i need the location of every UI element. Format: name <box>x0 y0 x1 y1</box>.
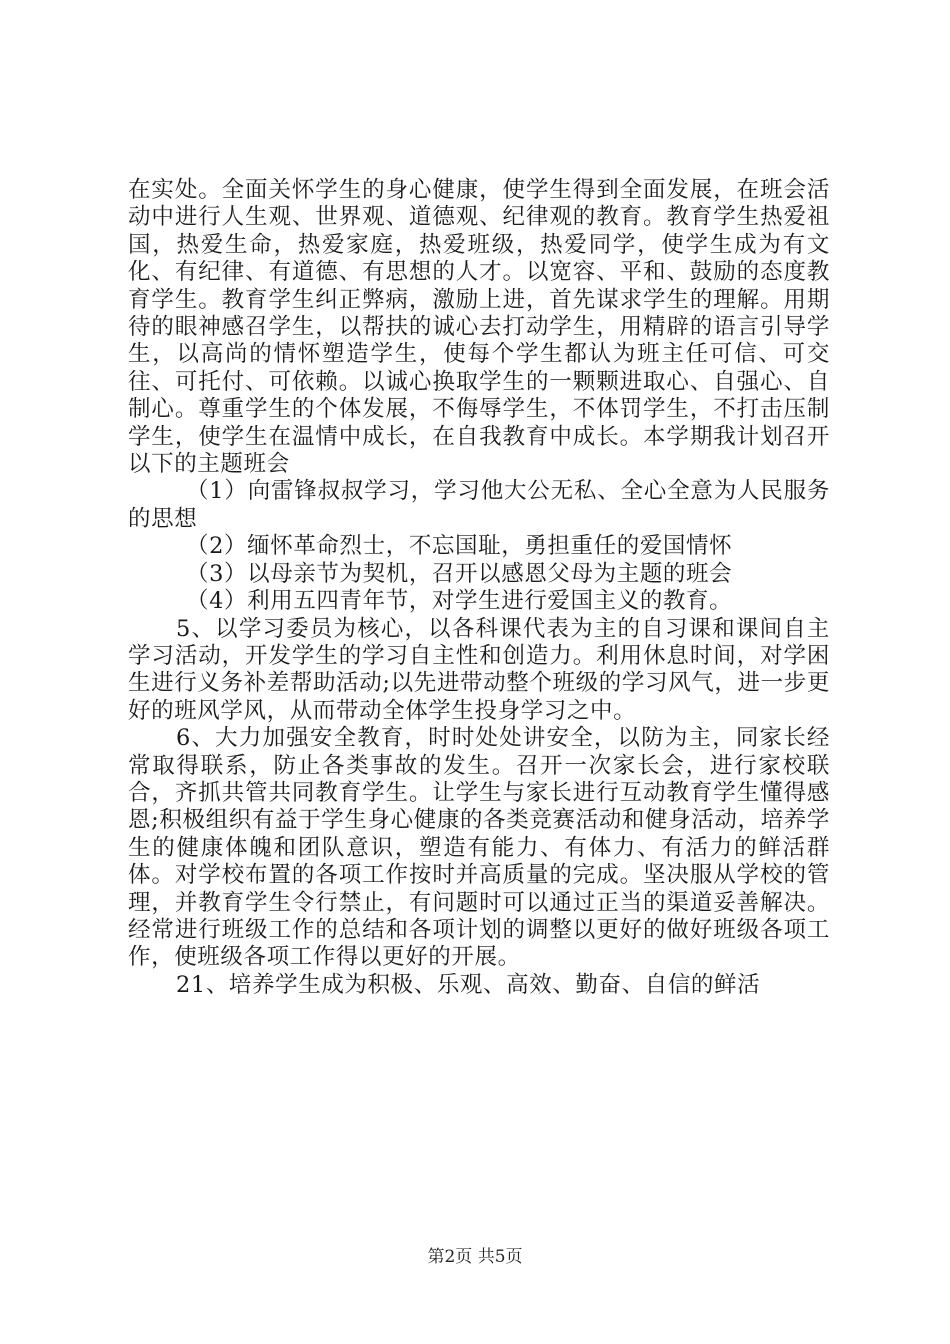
paragraph-meeting-item-1: （1）向雷锋叔叔学习，学习他大公无私、全心全意为人民服务的思想 <box>128 478 830 532</box>
paragraph-meeting-item-3: （3）以母亲节为契机，召开以感恩父母为主题的班会 <box>186 560 733 587</box>
page-number-footer: 第2页 共5页 <box>427 1247 523 1267</box>
paragraph-item-6: 6、大力加强安全教育，时时处处讲安全，以防为主，同家长经常取得联系，防止各类事故的发生。召开一次家长会，进行家校联合，齐抓共管共同教育学生。让学生与家长进行互动教育学生懂得感恩;积极组织有益于学生身心健康的各类竞赛活动和健身活动，培养学生的健康体魄和团队意识，塑造有能力、有体力、有活力的鲜活群体。对学校布置的各项工作按时并高质量的完成。坚决服从学校的管理，并教育学生令行禁止，有问题时可以通过正当的渠道妥善解决。经常进行班级工作的总结和各项计划的调整以更好的做好班级各项工作，使班级各项工作得以更好的开展。 <box>128 725 830 971</box>
paragraph-item-21: 21、培养学生成为积极、乐观、高效、勤奋、自信的鲜活 <box>176 971 761 998</box>
paragraph-meeting-item-4: （4）利用五四青年节，对学生进行爱国主义的教育。 <box>186 588 733 615</box>
paragraph-class-meeting-intro: 在实处。全面关怀学生的身心健康，使学生得到全面发展，在班会活动中进行人生观、世界观、道德观、纪律观的教育。教育学生热爱祖国，热爱生命，热爱家庭，热爱班级，热爱同学，使学生成为有文化、有纪律、有道德、有思想的人才。以宽容、平和、鼓励的态度教育学生。教育学生纠正弊病，激励上进，首先谋求学生的理解。用期待的眼神感召学生，以帮扶的诚心去打动学生，用精辟的语言引导学生，以高尚的情怀塑造学生，使每个学生都认为班主任可信、可交往、可托付、可依赖。以诚心换取学生的一颗颗进取心、自强心、自制心。尊重学生的个体发展，不侮辱学生，不体罚学生，不打击压制学生，使学生在温情中成长，在自我教育中成长。本学期我计划召开以下的主题班会 <box>128 177 830 478</box>
document-body <box>128 177 830 999</box>
paragraph-meeting-item-2: （2）缅怀革命烈士，不忘国耻，勇担重任的爱国情怀 <box>186 533 733 560</box>
paragraph-item-5: 5、以学习委员为核心，以各科课代表为主的自习课和课间自主学习活动，开发学生的学习自主性和创造力。利用休息时间，对学困生进行义务补差帮助活动;以先进带动整个班级的学习风气，进一步更好的班风学风，从而带动全体学生投身学习之中。 <box>128 615 830 724</box>
